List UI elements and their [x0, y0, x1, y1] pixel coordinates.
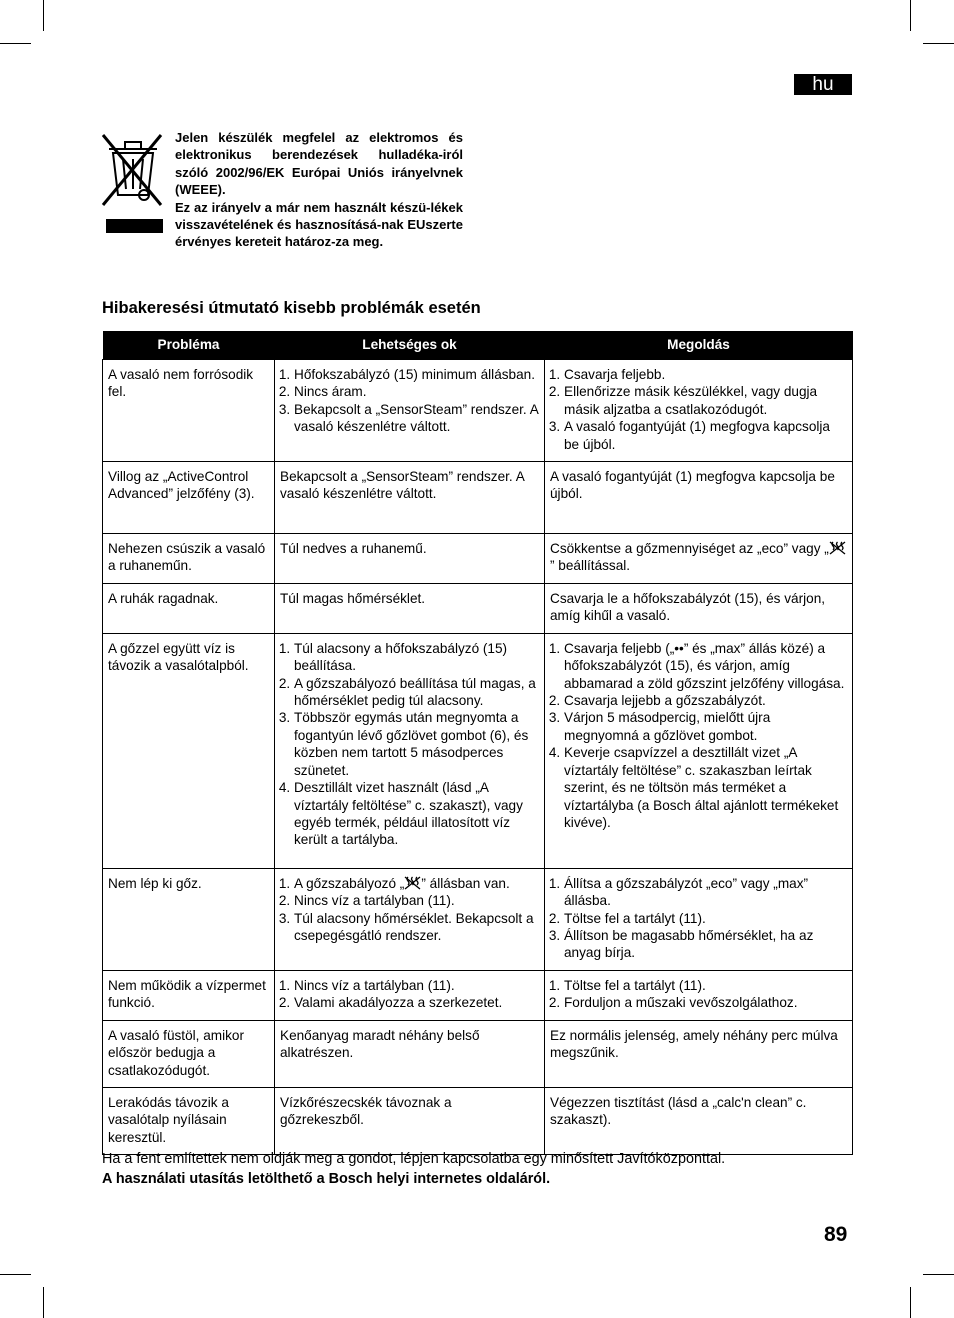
table-row: [103, 534, 853, 584]
list-item: 2. Forduljon a műszaki vevőszolgálathoz.: [564, 994, 847, 1011]
table-row: [103, 633, 853, 868]
no-steam-icon: [829, 541, 846, 555]
section-title: Hibakeresési útmutató kisebb problémák esetén: [102, 299, 481, 317]
footer-line-2: A használati utasítás letölthető a Bosch helyi internetes oldaláról.: [102, 1171, 551, 1187]
solution-cell: Végezzen tisztítást (lásd a „calc'n clean” c. szakaszt).: [545, 1087, 853, 1154]
list-item: 3. A vasaló fogantyúját (1) megfogva kapcsolja be újból.: [564, 418, 847, 453]
solution-cell: [545, 360, 853, 462]
table-header-row: [103, 331, 853, 360]
cause-cell: Bekapcsolt a „SensorSteam” rendszer. A vasaló készenlétre váltott.: [275, 462, 545, 534]
solution-cell: A vasaló fogantyúját (1) megfogva kapcsolja be újból.: [545, 462, 853, 534]
crop-mark: [910, 1287, 911, 1318]
problem-cell: Nem lép ki gőz.: [103, 868, 275, 970]
list-item: 3. Többször egymás után megnyomta a fogantyún lévő gőzlövet gombot (6), és közben nem tartott 5 másodperces szünetet.: [294, 709, 539, 779]
cause-cell: [275, 360, 545, 462]
table-row: [103, 1020, 853, 1087]
cause-cell: Túl magas hőmérséklet.: [275, 584, 545, 634]
list-item: 2. Nincs víz a tartályban (11).: [294, 892, 539, 909]
troubleshooting-table: [102, 331, 853, 1155]
no-steam-icon: [404, 876, 421, 890]
crop-mark: [43, 1287, 44, 1318]
weee-paragraph-1: Jelen készülék megfelel az elektromos és elektronikus berendezések hulladéka-iról szóló 2002/96/EK Európai Uniós irányelvnek (WEEE).: [175, 130, 463, 198]
solution-cell: Ez normális jelenség, amely néhány perc múlva megszűnik.: [545, 1020, 853, 1087]
problem-cell: Nem működik a vízpermet funkció.: [103, 970, 275, 1020]
list-item: 3. Bekapcsolt a „SensorSteam” rendszer. A vasaló készenlétre váltott.: [294, 401, 539, 436]
solution-cell: [545, 534, 853, 584]
problem-cell: Lerakódás távozik a vasalótalp nyílásain keresztül.: [103, 1087, 275, 1154]
column-header-cause: Lehetséges ok: [275, 331, 545, 360]
crossed-bin-icon: [101, 131, 165, 235]
solution-cell: [545, 868, 853, 970]
weee-paragraph-2: Ez az irányelv a már nem használt készü-lékek visszavételének és hasznosításá-nak EUszerte érvényes kereteit határoz-za meg.: [175, 199, 463, 250]
table-row: [103, 970, 853, 1020]
list-item: 1. Hőfokszabályzó (15) minimum állásban.: [294, 366, 539, 383]
problem-cell: Nehezen csúszik a vasaló a ruhaneműn.: [103, 534, 275, 584]
crop-mark: [910, 0, 911, 31]
crop-mark: [0, 1274, 31, 1275]
page-number: 89: [824, 1223, 848, 1246]
cause-cell: [275, 970, 545, 1020]
list-item: 2. Valami akadályozza a szerkezetet.: [294, 994, 539, 1011]
problem-cell: A ruhák ragadnak.: [103, 584, 275, 634]
list-item: [294, 875, 539, 892]
solution-cell: [545, 633, 853, 868]
cause-cell: Vízkőrészecskék távoznak a gőzrekeszből.: [275, 1087, 545, 1154]
table-row: [103, 584, 853, 634]
list-item: 2. A gőzszabályozó beállítása túl magas, a hőmérséklet pedig túl alacsony.: [294, 675, 539, 710]
list-item: 3. Állítson be magasabb hőmérséklet, ha az anyag bírja.: [564, 927, 847, 962]
footer-note: [102, 1149, 862, 1189]
list-item: 3. Túl alacsony hőmérséklet. Bekapcsolt a csepegésgátló rendszer.: [294, 910, 539, 945]
solution-cell: Csavarja le a hőfokszabályzót (15), és várjon, amíg kihűl a vasaló.: [545, 584, 853, 634]
list-item: 2. Töltse fel a tartályt (11).: [564, 910, 847, 927]
list-item: 3. Várjon 5 másodpercig, mielőtt újra megnyomná a gőzlövet gombot.: [564, 709, 847, 744]
list-item: 1. Nincs víz a tartályban (11).: [294, 977, 539, 994]
cause-text: ” állásban van.: [421, 875, 510, 891]
table-row: [103, 868, 853, 970]
column-header-solution: Megoldás: [545, 331, 853, 360]
list-item: 1. Töltse fel a tartályt (11).: [564, 977, 847, 994]
language-badge: hu: [794, 74, 852, 95]
footer-line-1: Ha a fent említettek nem oldják meg a gondot, lépjen kapcsolatba egy minősített Javítóközponttal.: [102, 1151, 726, 1167]
cause-cell: [275, 633, 545, 868]
cause-cell: Túl nedves a ruhanemű.: [275, 534, 545, 584]
list-item: 1. Állítsa a gőzszabályzót „eco” vagy „max” állásba.: [564, 875, 847, 910]
list-item: 4. Desztillált vizet használt (lásd „A víztartály feltöltése” c. szakaszt), vagy egyéb termék, például illatosított víz került a tartályba.: [294, 779, 539, 849]
solution-text: ” beállítással.: [550, 558, 631, 574]
list-item: 4. Keverje csapvízzel a desztillált vizet „A víztartály feltöltése” c. szakaszban leírtak szerint, és ne töltsön más terméket a víztartályba (a Bosch által ajánlott termékeket kivéve).: [564, 744, 847, 831]
problem-cell: A gőzzel együtt víz is távozik a vasalótalpból.: [103, 633, 275, 868]
problem-cell: A vasaló füstöl, amikor először bedugja a csatlakozódugót.: [103, 1020, 275, 1087]
cause-cell: Kenőanyag maradt néhány belső alkatrészen.: [275, 1020, 545, 1087]
table-row: [103, 462, 853, 534]
crop-mark: [0, 43, 31, 44]
cause-cell: [275, 868, 545, 970]
column-header-problem: Probléma: [103, 331, 275, 360]
solution-cell: [545, 970, 853, 1020]
solution-text: Csökkentse a gőzmennyiséget az „eco” vagy „: [550, 541, 829, 557]
list-item: 2. Nincs áram.: [294, 383, 539, 400]
table-row: [103, 360, 853, 462]
crop-mark: [923, 1274, 954, 1275]
problem-cell: A vasaló nem forrósodik fel.: [103, 360, 275, 462]
weee-notice: [175, 129, 463, 251]
list-item: 1. Csavarja feljebb („••” és „max” állás közé) a hőfokszabályzót (15), és várjon, amíg abbamarad a zöld gőzszint jelzőfény villogása.: [564, 640, 847, 692]
list-item: 1. Túl alacsony a hőfokszabályzó (15) beállítása.: [294, 640, 539, 675]
list-item: 2. Ellenőrizze másik készülékkel, vagy dugja másik aljzatba a csatlakozódugót.: [564, 383, 847, 418]
list-item: 1. Csavarja feljebb.: [564, 366, 847, 383]
crop-mark: [923, 43, 954, 44]
cause-text: A gőzszabályozó „: [294, 875, 405, 891]
crop-mark: [43, 0, 44, 31]
problem-cell: Villog az „ActiveControl Advanced” jelzőfény (3).: [103, 462, 275, 534]
table-row: [103, 1087, 853, 1154]
list-item: 2. Csavarja lejjebb a gőzszabályzót.: [564, 692, 847, 709]
